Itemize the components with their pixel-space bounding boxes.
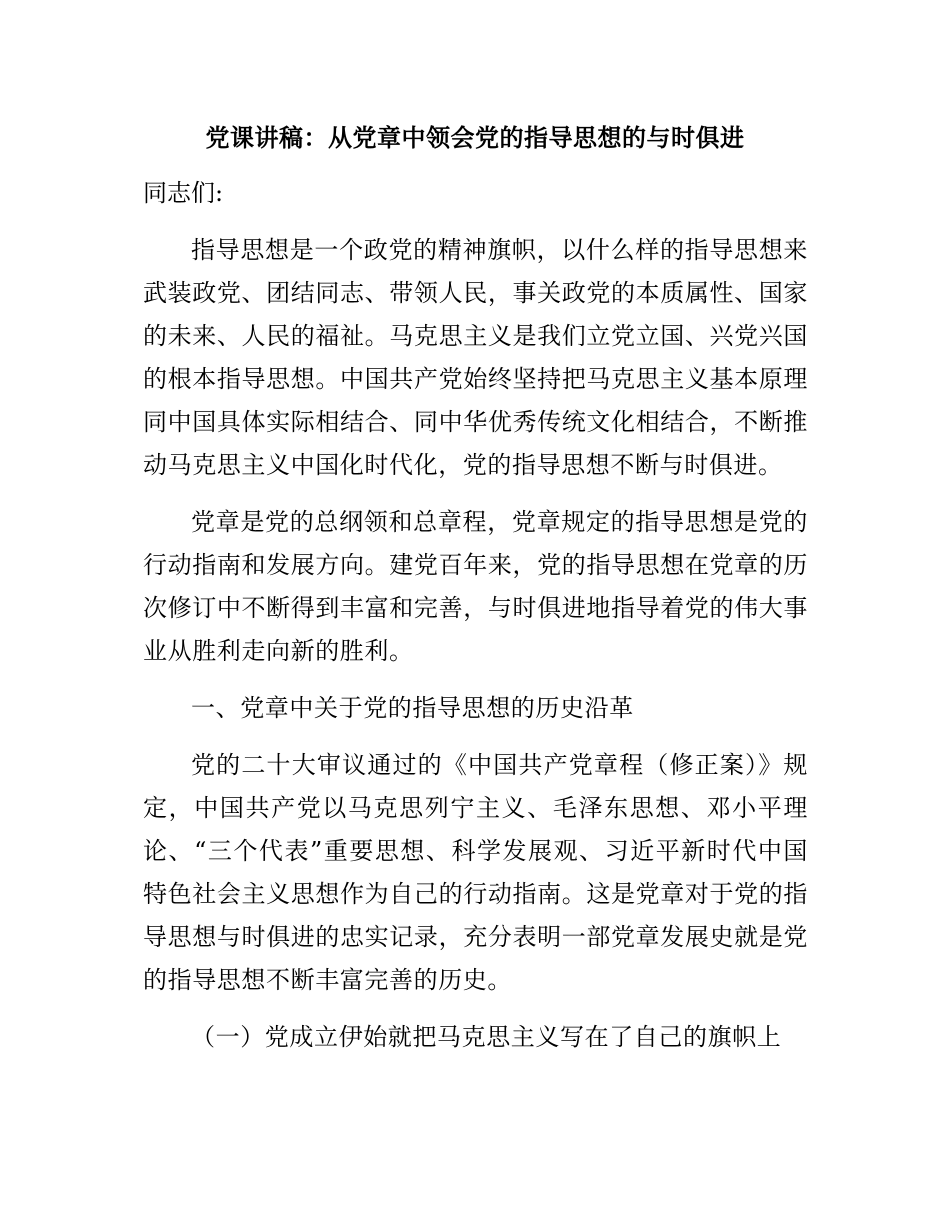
salutation: 同志们: [143,179,224,207]
paragraph-section-1: 党的二十大审议通过的《中国共产党章程（修正案）》规定，中国共产党以马克思列宁主义、毛泽东思想、邓小平理论、“三个代表”重要思想、科学发展观、习近平新时代中国特色社会主义思想作为自己的行动指南。这是党章对于党的指导思想与时俱进的忠实记录，充分表明一部党章发展史就是党的指导思想不断丰富完善的历史。 [143,751,808,994]
document-title: 党课讲稿：从党章中领会党的指导思想的与时俱进 [205,124,745,152]
section-heading-1: 一、党章中关于党的指导思想的历史沿革 [191,694,634,722]
paragraph-intro: 指导思想是一个政党的精神旗帜，以什么样的指导思想来武装政党、团结同志、带领人民，事关政党的本质属性、国家的未来、人民的福祉。马克思主义是我们立党立国、兴党兴国的根本指导思想。中国共产党始终坚持把马克思主义基本原理同中国具体实际相结合、同中华优秀传统文化相结合，不断推动马克思主义中国化时代化，党的指导思想不断与时俱进。 [143,236,808,479]
paragraph-party-constitution: 党章是党的总纲领和总章程，党章规定的指导思想是党的行动指南和发展方向。建党百年来，党的指导思想在党章的历次修订中不断得到丰富和完善，与时俱进地指导着党的伟大事业从胜利走向新的胜利。 [143,508,808,665]
subsection-heading-1: （一）党成立伊始就把马克思主义写在了自己的旗帜上 [191,1023,782,1051]
document-body [143,172,808,1073]
